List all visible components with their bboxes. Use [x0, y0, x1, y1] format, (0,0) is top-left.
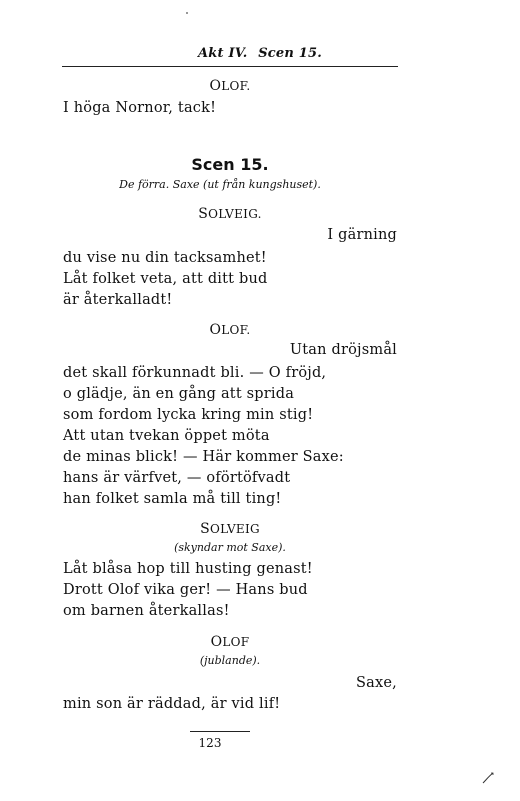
- header-rule: [62, 66, 398, 67]
- header-act: Akt IV.: [198, 46, 248, 61]
- verse-line: om barnen återkallas!: [63, 603, 230, 619]
- verse-line: hans är värfvet, — oförtöfvadt: [63, 470, 291, 486]
- stage-direction: (skyndar mot Saxe).: [174, 541, 286, 554]
- footer-rule: [190, 731, 250, 732]
- verse-line: min son är räddad, är vid lif!: [63, 696, 281, 712]
- stage-direction: (jublande).: [199, 654, 261, 667]
- verse-line: o glädje, än en gång att sprida: [63, 386, 295, 402]
- speaker-olof: OLOF.: [209, 322, 251, 338]
- verse-line: Utan dröjsmål: [289, 342, 397, 358]
- verse-line: Att utan tvekan öppet möta: [63, 428, 270, 444]
- verse-line: I höga Nornor, tack!: [63, 100, 217, 116]
- verse-line: Låt blåsa hop till husting genast!: [63, 561, 313, 577]
- pencil-mark-icon: [482, 772, 494, 784]
- verse-line: Drott Olof vika ger! — Hans bud: [63, 582, 308, 598]
- speaker-olof: OLOF: [210, 634, 250, 650]
- verse-line: Saxe,: [356, 675, 397, 691]
- speckle: [186, 12, 188, 14]
- speaker-olof: OLOF.: [209, 78, 251, 94]
- verse-line: som fordom lycka kring min stig!: [63, 407, 314, 423]
- verse-line: han folket samla må till ting!: [63, 491, 282, 507]
- verse-line: I gärning: [327, 227, 397, 243]
- scene-title: Scen 15.: [191, 155, 269, 174]
- verse-line: det skall förkunnadt bli. — O fröjd,: [63, 365, 327, 381]
- page-number: 123: [198, 736, 222, 750]
- speaker-solveig: SOLVEIG: [200, 521, 260, 537]
- scene-direction: De förra. Saxe (ut från kungshuset).: [119, 178, 321, 191]
- verse-line: de minas blick! — Här kommer Saxe:: [63, 449, 344, 465]
- header-scene: Scen 15.: [258, 46, 322, 61]
- running-header: [0, 46, 520, 61]
- verse-line: du vise nu din tacksamhet!: [63, 250, 267, 266]
- verse-line: Låt folket veta, att ditt bud: [63, 271, 268, 287]
- speaker-solveig: SOLVEIG.: [198, 206, 262, 222]
- verse-line: är återkalladt!: [63, 292, 173, 308]
